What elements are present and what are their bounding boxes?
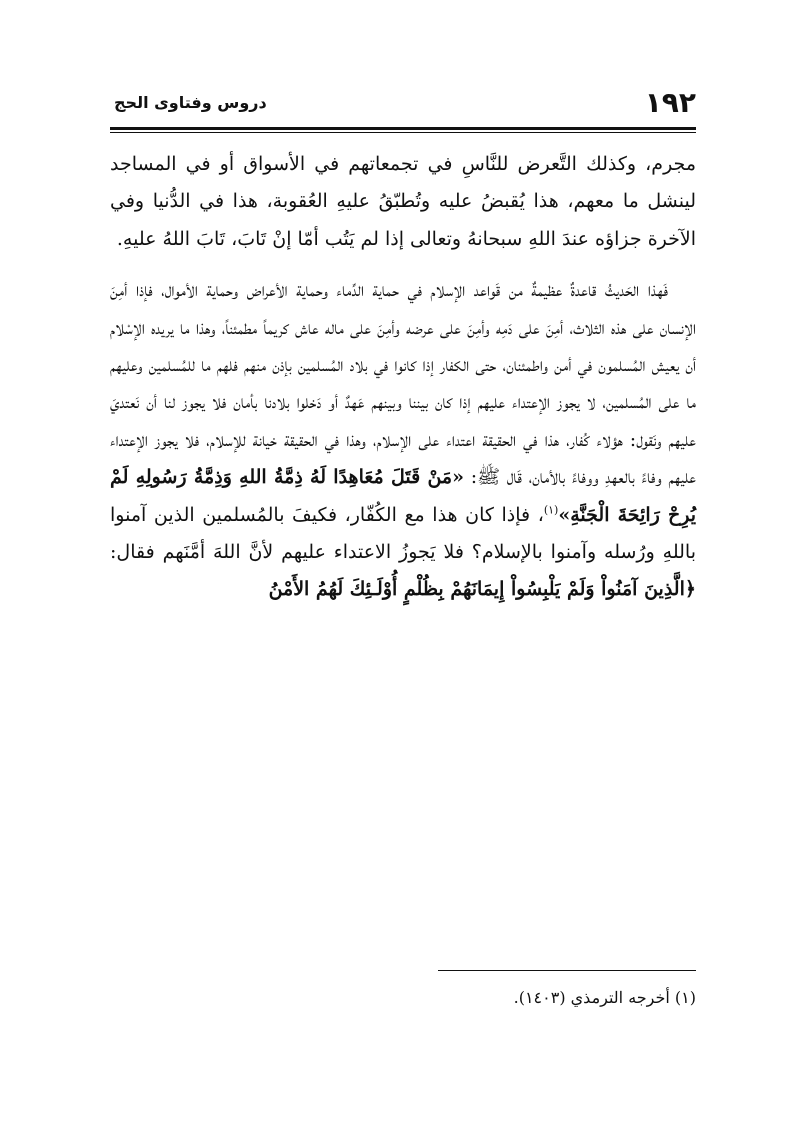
page-header (110, 88, 696, 124)
footnote-divider (438, 970, 696, 971)
footnote-reference[interactable]: (١) (543, 503, 559, 517)
main-text (110, 146, 696, 623)
footnote: (١) أخرجه الترمذي (١٤٠٣). (513, 988, 696, 1007)
header-divider (110, 127, 696, 133)
paragraph-2-intro: فَهذا الحَديثُ قاعدةٌ عظيمةٌ من قَواعد الإسلام في حماية الدِّماء وحماية الأعراض وحماية الأموال، فإذا أمِنَ الإنسان على هذه الثلاث، أمِنَ على دَمِه وأمِنَ على عرضه وأمِنَ على ماله عاش كريماً مطمئناً، وهذا ما يريده الإسْلام أن يعيش المُسلمون في أمن واطمئنان، حتى الكفار إذا كانوا في بلاد المُسلمين بإذن منهم فلهم ما للمُسلمين وعليهم ما على المُسلمين، لا يجوز الإعتداء عليهم إذا كان بيننا وبينهم عَهدٌ أو دَخلوا بلادنا بأمان فلا يجوز لنا أن نَعتديَ عليهم ونَقول: هؤلاء كُفار، هذا في الحقيقة اعتداء على الإسلام، وهذا في الحقيقة خيانة للإسلام، فلا يجوز الإعتداء عليهم وفاءً بالعهدِ ووفاءً بالأمان، قَال ﷺ: (110, 279, 696, 489)
paragraph-1: مجرم، وكذلك التَّعرض للنَّاسِ في تجمعاتهم في الأسواق أو في المساجد لينشل ما معهم، هذا يُقبضُ عليه وتُطبّقُ عليهِ العُقوبة، هذا في الدُّنيا وفي الآخرة جزاؤه عندَ اللهِ سبحانهُ وتعالى إذا لم يَتُب أمّا إنْ تَابَ، تَابَ اللهُ عليهِ. (110, 153, 696, 250)
quran-verse: ﴿الَّذِينَ آمَنُواْ وَلَمْ يَلْبِسُواْ إِيمَانَهُمْ بِظُلْمٍ أُوْلَـئِكَ لَهُمُ الأَمْنُ (268, 578, 696, 601)
paragraph-2 (110, 272, 696, 609)
running-title: دروس وفتاوى الحج (114, 93, 267, 112)
hadith-quote: «مَنْ قَتَلَ مُعَاهِدًا لَهُ ذِمَّةُ اللهِ وَذِمَّةُ رَسُولِهِ لَمْ يُرِحْ رَائِحَةَ الْجَنَّةِ» (110, 466, 696, 526)
paragraph-2-continuation: ، فإذا كان هذا مع الكُفّار، فكيفَ بالمُسلمين الذين آمنوا باللهِ ورُسله وآمنوا بالإسلام؟ فلا يَجوزُ الاعتداء عليهم لأنَّ اللهَ أمَّنَهم فقال: (110, 503, 696, 564)
page-number: ١٩٢ (644, 86, 696, 119)
